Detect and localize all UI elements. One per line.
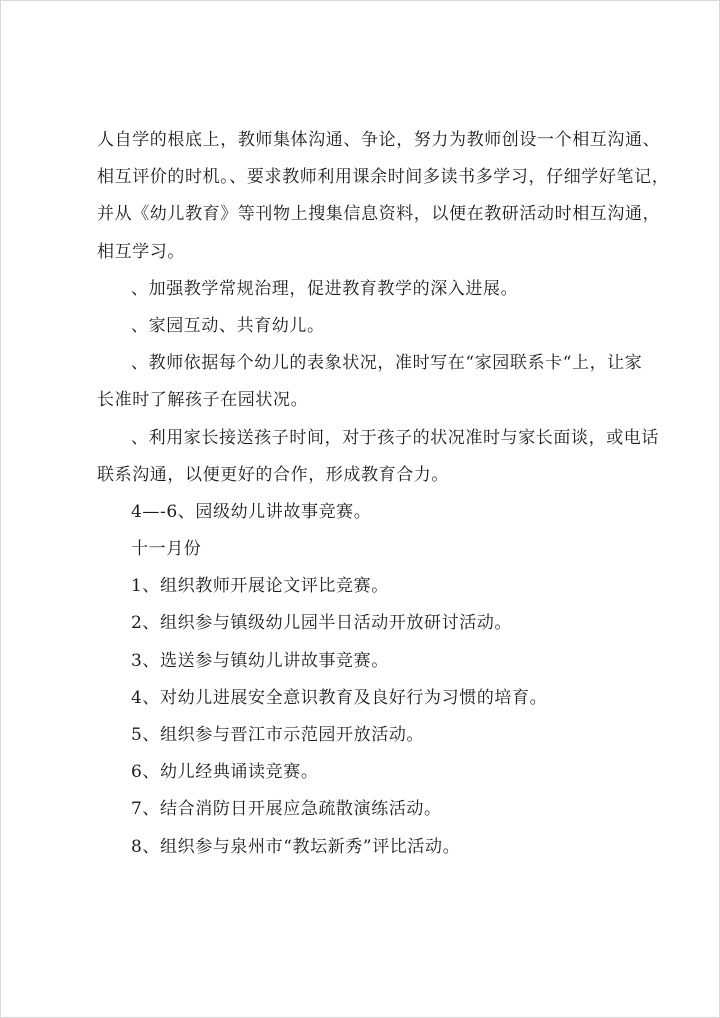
text-line: 、家园互动、共育幼儿。 bbox=[131, 315, 325, 336]
text-line: 十一月份 bbox=[131, 539, 202, 560]
text-line: 相互学习。 bbox=[97, 241, 185, 262]
text-line: 、教师依据每个幼儿的表象状况，准时写在“家园联系卡“上，让家 bbox=[131, 353, 643, 374]
text-line: 2、组织参与镇级幼儿园半日活动开放研讨活动。 bbox=[131, 613, 513, 634]
text-line: 7、结合消防日开展应急疏散演练活动。 bbox=[131, 799, 442, 820]
text-line: 相互评价的时机。、要求教师利用课余时间多读书多学习，仔细学好笔记， bbox=[97, 167, 670, 188]
text-line: 8、组织参与泉州市“教坛新秀”评比活动。 bbox=[131, 836, 461, 857]
text-line: 5、组织参与晋江市示范园开放活动。 bbox=[131, 725, 425, 745]
text-line: 4、对幼儿进展安全意识教育及良好行为习惯的培育。 bbox=[131, 687, 548, 708]
text-line: 6、幼儿经典诵读竞赛。 bbox=[131, 762, 319, 783]
text-line: 、利用家长接送孩子时间，对于孩子的状况准时与家长面谈，或电话 bbox=[131, 427, 659, 448]
document-body bbox=[97, 129, 670, 873]
text-line: 、加强教学常规治理，促进教育教学的深入进展。 bbox=[131, 278, 519, 299]
text-line: 并从《幼儿教育》等刊物上搜集信息资料，以便在教研活动时相互沟通， bbox=[97, 204, 661, 225]
text-line: 长准时了解孩子在园状况。 bbox=[97, 390, 309, 411]
text-line: 3、选送参与镇幼儿讲故事竞赛。 bbox=[131, 650, 389, 671]
text-line: 人自学的根底上，教师集体沟通、争论，努力为教师创设一个相互沟通、 bbox=[97, 130, 661, 150]
text-line: 4—-6、园级幼儿讲故事竞赛。 bbox=[131, 501, 372, 522]
text-line: 1、组织教师开展论文评比竞赛。 bbox=[131, 576, 389, 597]
text-line: 联系沟通，以便更好的合作，形成教育合力。 bbox=[97, 464, 449, 485]
